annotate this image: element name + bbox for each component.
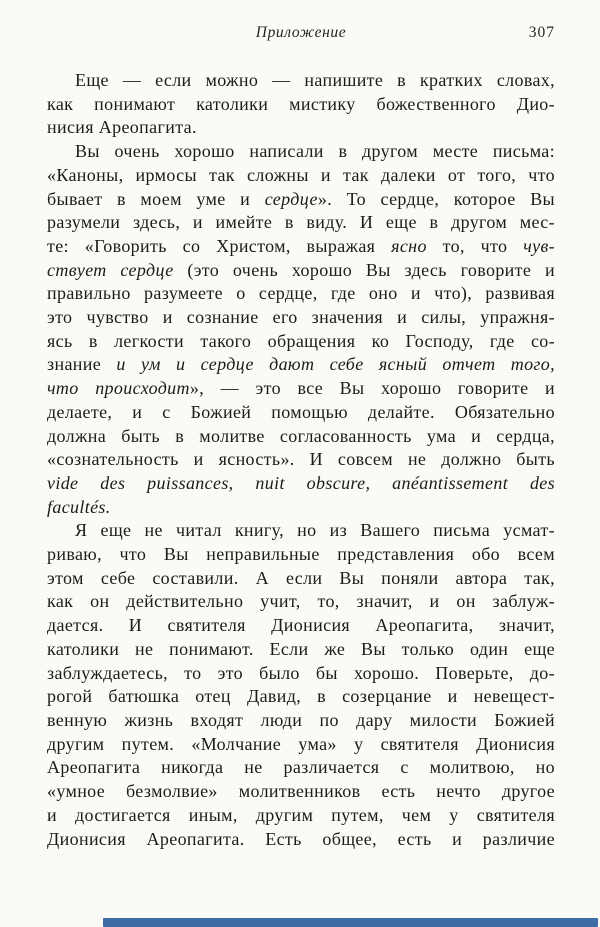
text-line bbox=[47, 567, 555, 591]
text-segment: заблуждаетесь, то это было бы хорошо. Поверьте, до- bbox=[47, 662, 555, 683]
text-segment: и достигается иным, другим путем, чем у святителя bbox=[47, 804, 555, 825]
italic-text-segment: ствует сердце bbox=[47, 259, 174, 280]
text-line bbox=[47, 330, 555, 354]
text-line bbox=[47, 116, 555, 140]
text-segment: », — это все Вы хорошо говорите и bbox=[189, 378, 555, 399]
text-segment: католики не понимают. Если же Вы только один еще bbox=[47, 638, 555, 659]
italic-text-segment: ясно bbox=[391, 235, 427, 256]
text-segment: знание bbox=[47, 354, 117, 375]
text-segment: Ареопагита никогда не различается с молитвою, но bbox=[47, 757, 555, 778]
text-segment: делаете, и с Божией помощью делайте. Обязательно bbox=[47, 401, 555, 422]
text-line bbox=[47, 448, 555, 472]
text-line bbox=[47, 259, 555, 283]
text-segment: «умное безмолвие» молитвенников есть нечто другое bbox=[47, 781, 555, 802]
running-title: Приложение bbox=[255, 24, 347, 41]
text-line bbox=[47, 804, 555, 828]
text-line bbox=[47, 733, 555, 757]
text-line bbox=[47, 69, 555, 93]
text-segment: должна быть в молитве согласованность ума и сердца, bbox=[47, 425, 555, 446]
text-line bbox=[47, 401, 555, 425]
text-line bbox=[47, 282, 555, 306]
text-line bbox=[47, 188, 555, 212]
text-line bbox=[47, 353, 555, 377]
italic-text-segment: и ум и сердце дают себе ясный отчет того, bbox=[116, 354, 556, 375]
text-line bbox=[47, 756, 555, 780]
text-line bbox=[47, 662, 555, 686]
text-line bbox=[47, 235, 555, 259]
text-segment: как он действительно учит, то, значит, и он заблуж- bbox=[47, 591, 555, 612]
text-segment: рогой батюшка отец Давид, в созерцание и невещест- bbox=[47, 686, 555, 707]
text-segment: риваю, что Вы неправильные представления обо всем bbox=[47, 544, 555, 565]
text-segment: то, что bbox=[426, 235, 524, 256]
text-line bbox=[47, 164, 555, 188]
italic-text-segment: vide des puissances, nuit obscure, anéantissement des bbox=[47, 472, 555, 493]
text-line bbox=[47, 377, 555, 401]
text-line bbox=[47, 638, 555, 662]
text-line bbox=[47, 211, 555, 235]
text-segment: дается. И святителя Дионисия Ареопагита, значит, bbox=[47, 615, 555, 636]
page-header bbox=[47, 24, 555, 46]
text-segment: разумели здесь, и имейте в виду. И еще в другом мес- bbox=[47, 212, 555, 233]
text-segment: нисия Ареопагита. bbox=[47, 117, 197, 138]
text-line bbox=[47, 780, 555, 804]
text-segment: Дионисия Ареопагита. Есть общее, есть и различие bbox=[47, 828, 555, 849]
text-line bbox=[47, 828, 555, 852]
text-segment: другим путем. «Молчание ума» у святителя Дионисия bbox=[47, 733, 555, 754]
italic-text-segment: что происходит bbox=[47, 378, 190, 399]
text-line bbox=[47, 685, 555, 709]
text-segment: (это очень хорошо Вы здесь говорите и bbox=[173, 259, 555, 280]
text-segment: Вы очень хорошо написали в другом месте письма: bbox=[75, 141, 555, 162]
text-line bbox=[47, 519, 555, 543]
text-segment: Еще — если можно — напишите в кратких словах, bbox=[75, 70, 555, 90]
text-segment: венную жизнь входят люди по дару милости Божией bbox=[47, 709, 555, 730]
scan-edge-bar bbox=[103, 918, 598, 927]
text-segment: те: «Говорить со Христом, выражая bbox=[47, 235, 392, 256]
text-segment: бывает в моем уме и bbox=[47, 188, 265, 209]
text-segment: Я еще не читал книгу, но из Вашего письма усмат- bbox=[75, 520, 555, 541]
text-line bbox=[47, 425, 555, 449]
page-number: 307 bbox=[528, 24, 555, 41]
text-line bbox=[47, 472, 555, 496]
text-segment: это чувство и сознание его значения и силы, упражня- bbox=[47, 307, 555, 328]
text-line bbox=[47, 306, 555, 330]
text-line bbox=[47, 709, 555, 733]
text-block bbox=[47, 69, 555, 851]
italic-text-segment: сердце bbox=[264, 188, 318, 209]
italic-text-segment: чув- bbox=[523, 235, 555, 256]
italic-text-segment: facultés. bbox=[47, 496, 111, 517]
text-line bbox=[47, 543, 555, 567]
text-segment: «Каноны, ирмосы так сложны и так далеки от того, что bbox=[47, 164, 555, 185]
text-segment: правильно разумеете о сердце, где оно и что), развивая bbox=[47, 283, 555, 304]
text-segment: ». То сердце, которое Вы bbox=[317, 188, 555, 209]
text-segment: «сознательность и ясность». И совсем не должно быть bbox=[47, 449, 555, 470]
text-line bbox=[47, 614, 555, 638]
text-line bbox=[47, 93, 555, 117]
text-segment: как понимают католики мистику божественного Дио- bbox=[47, 93, 555, 114]
text-line bbox=[47, 590, 555, 614]
text-segment: этом себе составили. А если Вы поняли автора так, bbox=[47, 567, 555, 588]
text-segment: ясь в легкости такого обращения ко Господу, где со- bbox=[47, 330, 555, 351]
text-line bbox=[47, 140, 555, 164]
text-line bbox=[47, 496, 555, 520]
